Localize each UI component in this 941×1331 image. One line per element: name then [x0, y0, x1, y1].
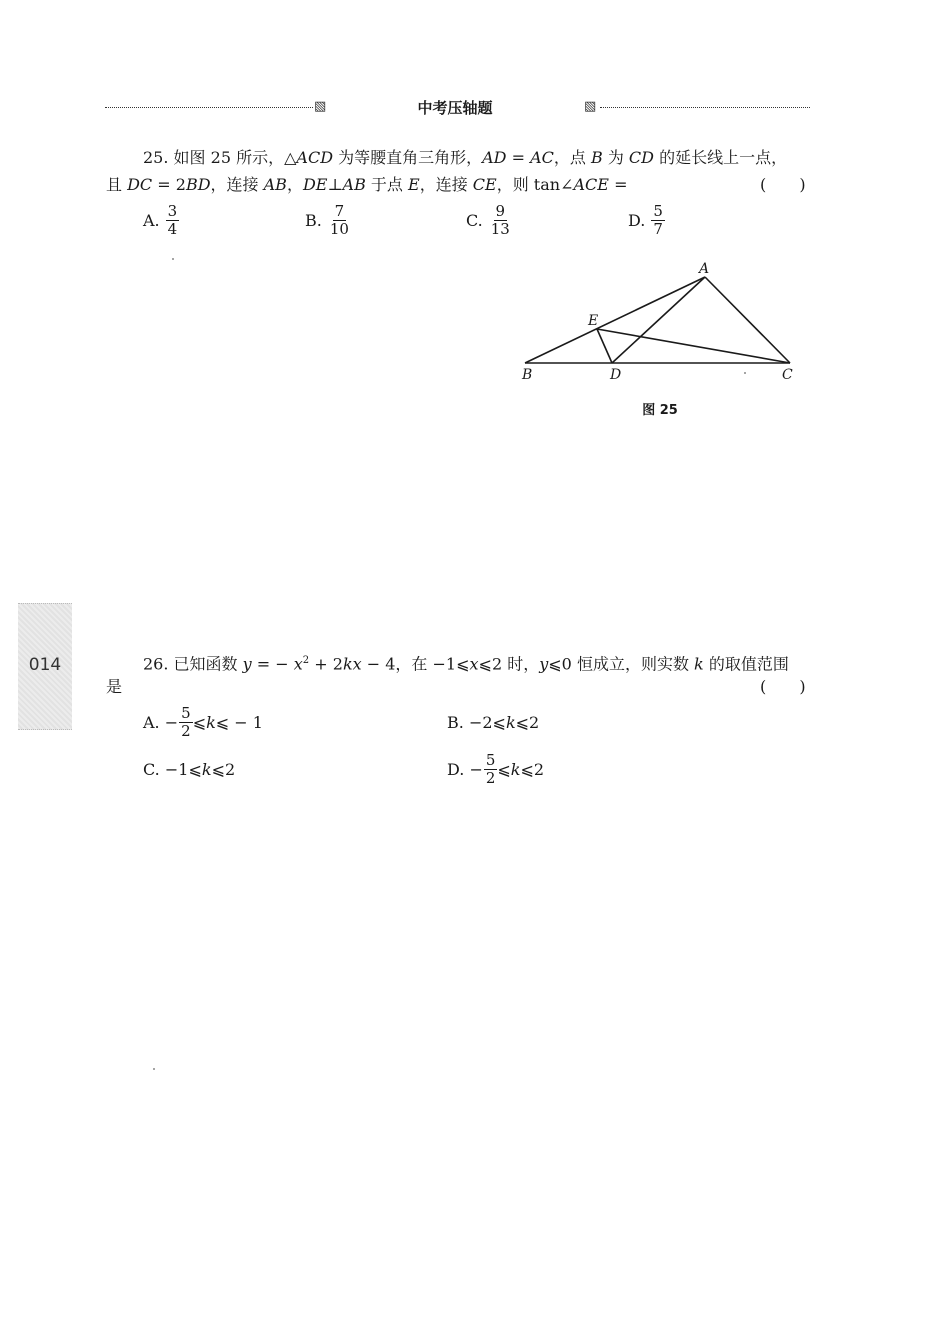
- header-rule-left: [105, 107, 313, 108]
- q26-option-c: C. −1⩽ k ⩽2: [143, 760, 236, 779]
- q26-option-b: B. −2⩽ k ⩽2: [447, 713, 540, 732]
- q25-option-d: D. $\frac{5}{7}$: [628, 202, 663, 238]
- q26-line-2: 是: [106, 677, 123, 696]
- page-header-title: 中考压轴题: [417, 99, 493, 117]
- header-ornament-left: ▧: [314, 99, 327, 114]
- header-rule-right: [600, 107, 810, 108]
- header-ornament-right: ▧: [584, 99, 597, 114]
- q25-answer-bracket: ( ): [760, 175, 820, 194]
- figure-25-caption: 图 25: [642, 403, 678, 418]
- q25-option-a-fraction: $\frac{3}{4}$: [167, 202, 178, 238]
- q25-option-c: C. $\frac{9}{13}$: [466, 202, 510, 238]
- q25-option-a: A. $\frac{3}{4}$: [143, 202, 178, 238]
- q26-option-a: A. − $\frac{5}{2}$ ⩽ k ⩽ − 1: [143, 704, 263, 740]
- q25-option-c-fraction: $\frac{9}{13}$: [490, 202, 510, 238]
- q25-option-d-fraction: $\frac{5}{7}$: [653, 202, 663, 238]
- q26-option-d-fraction: $\frac{5}{2}$: [485, 751, 496, 787]
- q25-line-2: 且 DC = 2BD，连接 AB，DE⊥AB 于点 E，连接 CE，则 tan∠ACE =: [106, 175, 628, 194]
- q26-line-1: 26. 已知函数 y = − $x^2 + 2kx - 4$，在 −1⩽x⩽2 时，y⩽0 恒成立，则实数 k 的取值范围: [143, 654, 789, 674]
- q25-option-b-fraction: $\frac{7}{10}$: [329, 202, 349, 238]
- segment-ba: [525, 277, 705, 363]
- page-number: 014: [28, 655, 62, 675]
- q26-option-a-fraction: $\frac{5}{2}$: [181, 704, 191, 740]
- point-label-c: C: [782, 367, 793, 383]
- scan-speck: [744, 372, 746, 374]
- q25-option-b: B. $\frac{7}{10}$: [305, 202, 349, 238]
- point-label-b: B: [522, 367, 533, 383]
- q25-line-1: 25. 如图 25 所示，△ACD 为等腰直角三角形，AD = AC，点 B 为 CD 的延长线上一点，: [143, 148, 788, 167]
- q26-answer-bracket: ( ): [760, 677, 820, 696]
- point-label-d: D: [610, 367, 622, 383]
- segment-ad: [612, 277, 705, 363]
- scan-speck: [153, 1068, 155, 1070]
- point-label-a: A: [699, 261, 710, 277]
- q26-option-d: D. − $\frac{5}{2}$ ⩽ k ⩽2: [447, 751, 545, 787]
- segment-de: [597, 329, 612, 363]
- point-label-e: E: [588, 313, 599, 329]
- scan-speck: [172, 258, 174, 260]
- figure-25-diagram: [510, 255, 810, 390]
